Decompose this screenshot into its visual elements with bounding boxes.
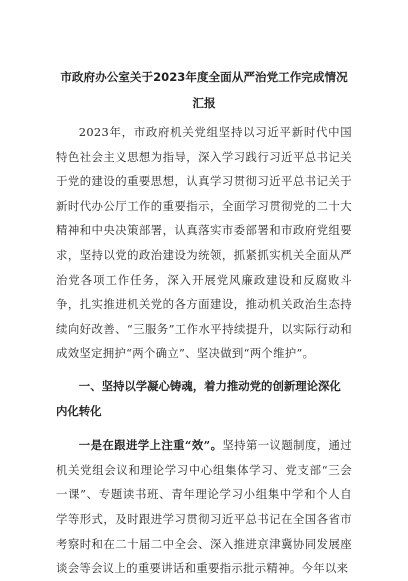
point-paragraph bbox=[56, 433, 352, 581]
point-lead: 一是在跟进学上注重“效”。 bbox=[78, 438, 223, 453]
document-title: 市政府办公室关于2023年度全面从严治党工作完成情况汇报 bbox=[60, 70, 348, 110]
intro-paragraph: 2023年，市政府机关党组坚持以习近平新时代中国特色社会主义思想为指导，深入学习践行习近平总书记关于党的建设的重要思想，认真学习贯彻习近平总书记关于新时代办公厅工作的重要指示，全面学习贯彻党的二十大精神和中央决策部署，认真落实市委部署和市政府党组要求，坚持以党的政治建设为统领，抓紧抓实机关全面从严治党各项工作任务，深入开展党风廉政建设和反腐败斗争，扎实推进机关党的各方面建设，推动机关政治生态持续向好改善、“三服务”工作水平持续提升，以实际行动和成效坚定拥护“两个确立”、坚决做到“两个维护”。 bbox=[56, 125, 352, 361]
section-heading: 一、坚持以学凝心铸魂，着力推动党的创新理论深化内化转化 bbox=[56, 378, 341, 418]
document-page bbox=[56, 64, 352, 581]
point-body: 坚持第一议题制度，通过机关党组会议和理论学习中心组集体学习、党支部“三会一课”、专题读书班、青年理论学习小组集中学和个人自学等形式，及时跟进学习贯彻习近平总书记在全国各省市考察时和在二十届二中全会、深入推进京津冀协同发展座谈会等会议上的重要讲话和重要指示批示精神。今年以来 bbox=[56, 438, 352, 576]
